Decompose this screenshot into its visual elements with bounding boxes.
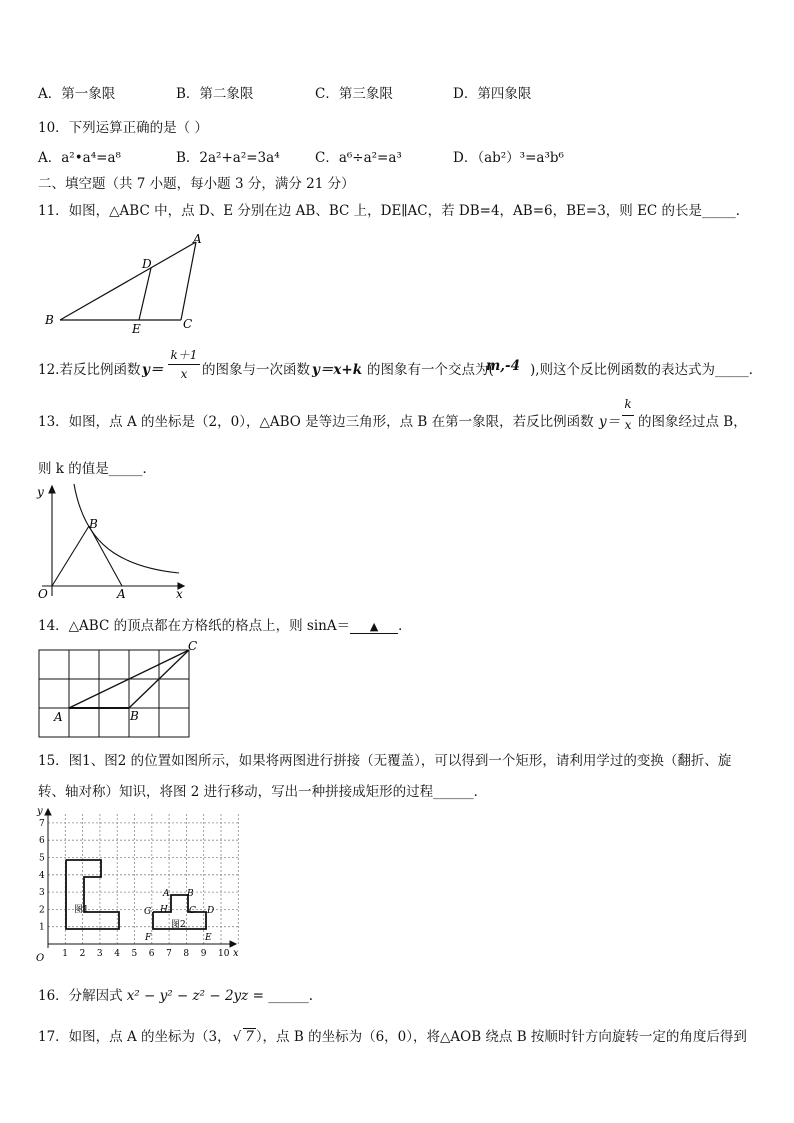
- q15-point-e: E: [205, 933, 212, 943]
- q9-option-b: B．第二象限: [176, 86, 254, 102]
- q15-point-d: D: [207, 906, 215, 916]
- q15-x-tick: 9: [200, 949, 207, 959]
- q10-option-b: B．2a²+a²=3a⁴: [176, 150, 280, 166]
- q12-post2: ),则这个反比例函数的表达式为_____．: [530, 362, 763, 378]
- q13-y: y＝: [599, 414, 621, 430]
- q12-frac-den: x: [180, 367, 188, 381]
- q15-point-c: C: [189, 906, 196, 916]
- q10-option-d: D．（ab²）³=a³b⁶: [453, 150, 564, 166]
- q15-grid-figure: [34, 806, 246, 966]
- q15-point-b: B: [187, 889, 194, 899]
- q13-label-b: B: [89, 517, 98, 531]
- q15-x-tick: 5: [131, 949, 138, 959]
- q15-figure1-label: 图1: [74, 905, 89, 915]
- q11-label-c: C: [183, 317, 193, 331]
- q15-y-tick: 5: [39, 853, 45, 864]
- q14-grid-figure: [36, 638, 204, 742]
- q15-y-tick: 6: [39, 836, 45, 847]
- q15-x-tick: 3: [96, 949, 103, 959]
- q15-x-tick: 8: [183, 949, 190, 959]
- q13-frac-den: x: [624, 418, 632, 432]
- q15-figure1-shape: [66, 860, 119, 929]
- section-title: 二、填空题（共 7 小题，每小题 3 分，满分 21 分）: [38, 176, 355, 192]
- q15-y-arrow: [45, 809, 51, 815]
- q10-option-c: C．a⁶÷a²=a³: [315, 150, 402, 166]
- q15-origin-label: O: [36, 953, 45, 964]
- q13-frac-num: k: [624, 397, 632, 411]
- q9-option-c: C．第三象限: [315, 86, 393, 102]
- q13-text-line2: 则 k 的值是_____．: [38, 461, 157, 477]
- q13-graph-figure: [34, 478, 194, 600]
- q13-side-ob: [52, 526, 89, 586]
- q10-option-a: A．a²•a⁴=a⁸: [38, 150, 121, 166]
- q15-y-tick: 1: [39, 922, 45, 933]
- q15-axis-y-label: y: [37, 806, 43, 817]
- q15-axis-x-label: x: [233, 948, 239, 959]
- q15-y-tick: 4: [39, 870, 45, 881]
- q13-text-pre: 13．如图，点 A 的坐标是（2，0），△ABO 是等边三角形，点 B 在第一象限，若反比例函数: [38, 414, 594, 430]
- q13-frac-bar: [622, 415, 634, 416]
- q11-label-d: D: [142, 257, 152, 271]
- q14-label-c: C: [188, 639, 198, 653]
- q12-frac-bar: [168, 364, 200, 365]
- q15-x-arrow: [230, 941, 236, 947]
- q15-dashed-grid: [48, 813, 238, 944]
- q13-axis-x-label: x: [176, 587, 183, 600]
- q15-line2: 转、轴对称）知识，将图 2 进行移动，写出一种拼接成矩形的过程______．: [38, 784, 488, 800]
- q12-point: m,-4: [486, 358, 520, 374]
- q12-post: 的图象有一个交点为(: [367, 362, 494, 378]
- q12-linear: y＝x+k: [312, 362, 363, 378]
- q17-text: [38, 1025, 747, 1045]
- sqrt-icon: √: [232, 1029, 242, 1045]
- q9-option-d: D．第四象限: [453, 86, 532, 102]
- q15-y-tick: 3: [39, 888, 45, 899]
- q14-text-pre: 14．△ABC 的顶点都在方格纸的格点上，则 sinA＝: [38, 618, 351, 634]
- q15-x-tick: 10: [218, 949, 230, 959]
- q11-label-a: A: [193, 232, 202, 246]
- q15-point-h: H: [160, 905, 168, 915]
- q17-text-pre: 17．如图，点 A 的坐标为（3，: [38, 1029, 231, 1045]
- q17-sqrt-value: 7: [245, 1029, 254, 1045]
- q15-figure2-label: 图2: [171, 920, 186, 930]
- q11-triangle-figure: [38, 228, 218, 340]
- q15-y-tick: 2: [39, 905, 45, 916]
- q12-frac-num: k＋1: [170, 348, 198, 362]
- q15-x-tick: 6: [148, 949, 155, 959]
- q11-side-ab: [60, 242, 196, 320]
- q10-stem: 10．下列运算正确的是（ ）: [38, 120, 208, 136]
- q17-text-post: ），点 B 的坐标为（6，0），将△AOB 绕点 B 按顺时针方向旋转一定的角度后得到: [255, 1029, 747, 1045]
- q11-label-e: E: [132, 322, 141, 336]
- q11-label-b: B: [45, 313, 54, 327]
- q15-x-tick: 7: [166, 949, 172, 959]
- q15-x-tick: 2: [79, 949, 86, 959]
- q14-label-a: A: [54, 710, 63, 724]
- q12-pre: 12.若反比例函数: [38, 362, 141, 378]
- q13-text-post: 的图象经过点 B，: [638, 414, 747, 430]
- q11-side-ac: [181, 242, 196, 320]
- q16-expr: x² − y² − z² − 2yz =: [126, 988, 269, 1004]
- q14-text: [38, 614, 412, 634]
- q15-line1: 15．图1、图2 的位置如图所示，如果将两图进行拼接（无覆盖），可以得到一个矩形，请利用学过的变换（翻折、旋: [38, 753, 732, 769]
- q15-y-tick: 7: [39, 818, 45, 829]
- q15-point-f: F: [145, 933, 152, 943]
- q13-origin-label: O: [38, 587, 48, 600]
- q9-option-a: A．第一象限: [38, 86, 116, 102]
- q16-post: ______.: [268, 988, 313, 1004]
- q14-text-post: ．: [398, 618, 412, 634]
- q13-y-arrow: [49, 486, 55, 493]
- q12-y: y＝: [142, 362, 164, 378]
- q16-text: [38, 984, 313, 1004]
- q15-x-tick: 1: [62, 949, 69, 959]
- q13-axis-y-label: y: [37, 485, 44, 499]
- q11-segment-de: [139, 268, 151, 320]
- q15-x-tick: 4: [114, 949, 120, 959]
- q15-point-g: G: [144, 907, 152, 917]
- q13-label-a: A: [117, 587, 126, 600]
- q15-point-a: A: [163, 889, 170, 899]
- q14-label-b: B: [130, 709, 139, 723]
- q13-side-ba: [89, 526, 122, 586]
- q11-text: 11．如图，△ABC 中，点 D、E 分别在边 AB、BC 上，DE∥AC，若 DB=4，AB=6，BE=3，则 EC 的长是_____．: [38, 203, 750, 219]
- q12-mid: 的图象与一次函数: [202, 362, 310, 378]
- q16-pre: 16．分解因式: [38, 988, 123, 1004]
- q14-blank: ▲: [350, 620, 398, 634]
